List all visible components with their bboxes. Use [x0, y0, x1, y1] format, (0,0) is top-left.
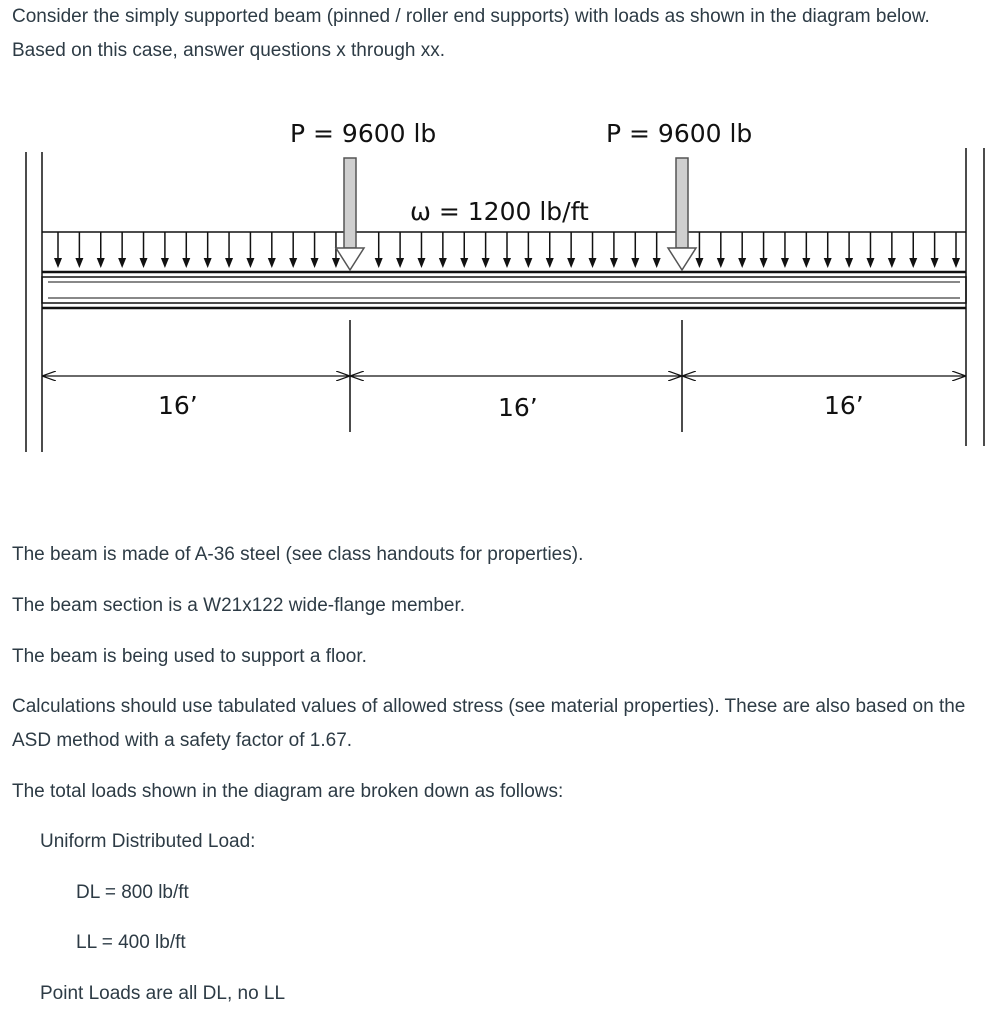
distributed-load-arrow: [589, 232, 597, 268]
distributed-load-arrow: [75, 232, 83, 268]
distributed-load-arrow: [717, 232, 725, 268]
distributed-load-arrow: [524, 232, 532, 268]
distributed-load-arrow: [460, 232, 468, 268]
distributed-load-arrow: [54, 232, 62, 268]
span-right-label: 16’: [824, 391, 864, 420]
distributed-load-arrow: [118, 232, 126, 268]
distributed-load-arrow: [610, 232, 618, 268]
live-load-text: LL = 400 lb/ft: [76, 932, 186, 953]
distributed-load-arrow: [140, 232, 148, 268]
calculations-text: Calculations should use tabulated values of allowed stress (see material properties). These are also based on the ASD method with a safety factor of 1.67.: [12, 696, 966, 751]
distributed-load-arrow: [695, 232, 703, 268]
distributed-load-arrow: [97, 232, 105, 268]
distributed-load-arrow: [931, 232, 939, 268]
distributed-load-arrow: [482, 232, 490, 268]
distributed-load-arrow: [824, 232, 832, 268]
distributed-load-arrow: [289, 232, 297, 268]
distributed-load-arrow: [888, 232, 896, 268]
point-load-arrow-left: [336, 158, 364, 270]
right-support-lines: [966, 148, 984, 446]
distributed-load-arrows: [54, 232, 960, 268]
distributed-load-arrow: [653, 232, 661, 268]
distributed-load-arrow: [396, 232, 404, 268]
distributed-load-arrow: [845, 232, 853, 268]
distributed-load-arrow: [760, 232, 768, 268]
breakdown-text: The total loads shown in the diagram are broken down as follows:: [12, 781, 564, 802]
distributed-load-arrow: [503, 232, 511, 268]
section-text: The beam section is a W21x122 wide-flange member.: [12, 595, 466, 616]
distributed-load-arrow: [246, 232, 254, 268]
distributed-load-arrow: [182, 232, 190, 268]
distributed-load-arrow: [204, 232, 212, 268]
beam-diagram: [0, 100, 994, 460]
point-load-arrow-right: [668, 158, 696, 270]
distributed-load-arrow: [375, 232, 383, 268]
point-loads-text: Point Loads are all DL, no LL: [40, 983, 286, 1004]
distributed-load-arrow: [567, 232, 575, 268]
distributed-load-arrow: [909, 232, 917, 268]
point-load-right-label: P = 9600 lb: [606, 119, 753, 148]
distributed-load-arrow: [225, 232, 233, 268]
distributed-load-arrow: [802, 232, 810, 268]
distributed-load-arrow: [439, 232, 447, 268]
udl-heading: Uniform Distributed Load:: [40, 831, 256, 852]
intro-text: Consider the simply supported beam (pinned / roller end supports) with loads as shown in the diagram below. Based on this case, answer questions x through xx.: [12, 6, 930, 61]
distributed-load-arrow: [161, 232, 169, 268]
distributed-load-arrow: [631, 232, 639, 268]
distributed-load-arrow: [952, 232, 960, 268]
distributed-load-arrow: [738, 232, 746, 268]
material-text: The beam is made of A-36 steel (see class handouts for properties).: [12, 544, 584, 565]
distributed-load-arrow: [781, 232, 789, 268]
point-load-left-label: P = 9600 lb: [290, 119, 437, 148]
span-middle-label: 16’: [498, 393, 538, 422]
distributed-load-arrow: [268, 232, 276, 268]
left-support-lines: [26, 152, 42, 452]
usage-text: The beam is being used to support a floor.: [12, 646, 367, 667]
distributed-load-label: ω = 1200 lb/ft: [410, 197, 589, 226]
distributed-load-arrow: [311, 232, 319, 268]
distributed-load-arrow: [417, 232, 425, 268]
distributed-load-arrow: [866, 232, 874, 268]
dead-load-text: DL = 800 lb/ft: [76, 882, 189, 903]
beam: [42, 272, 966, 308]
span-left-label: 16’: [158, 391, 198, 420]
distributed-load-arrow: [546, 232, 554, 268]
